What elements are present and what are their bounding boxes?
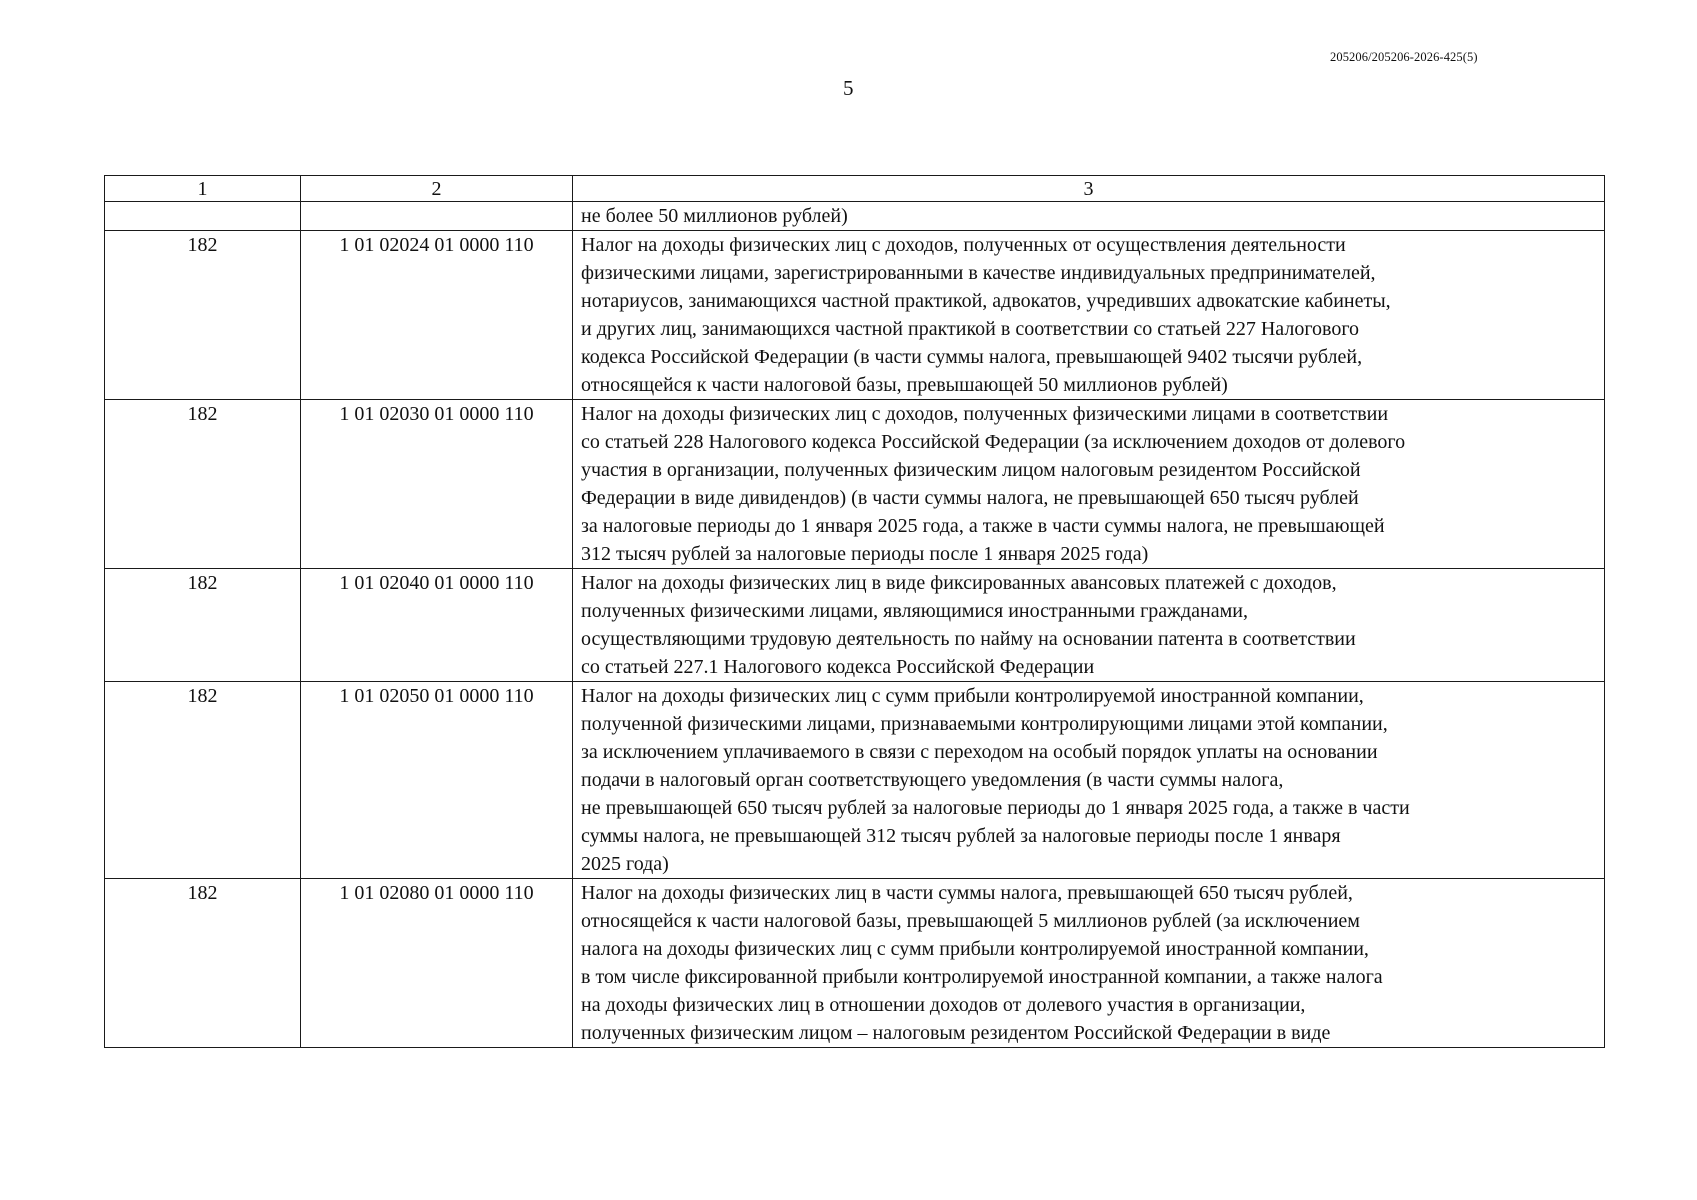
description-line: кодекса Российской Федерации (в части суммы налога, превышающей 9402 тысячи рублей, xyxy=(581,346,1363,368)
description-line: полученной физическими лицами, признаваемыми контролирующими лицами этой компании, xyxy=(581,713,1388,735)
description-line: и других лиц, занимающихся частной практикой в соответствии со статьей 227 Налогового xyxy=(581,318,1360,340)
description-cell xyxy=(573,400,1605,569)
table-row xyxy=(105,682,1605,879)
description-line: Налог на доходы физических лиц в части суммы налога, превышающей 650 тысяч рублей, xyxy=(581,882,1353,904)
description-line: не более 50 миллионов рублей) xyxy=(581,205,848,227)
admin-code-cell: 182 xyxy=(105,879,301,1048)
kbk-code-cell: 1 01 02030 01 0000 110 xyxy=(301,400,573,569)
table-row xyxy=(105,202,1605,231)
description-cell xyxy=(573,569,1605,682)
description-line: со статьей 227.1 Налогового кодекса Российской Федерации xyxy=(581,656,1095,678)
header-col-2: 2 xyxy=(301,176,573,202)
description-line: за исключением уплачиваемого в связи с переходом на особый порядок уплаты на основании xyxy=(581,741,1378,763)
description-line: со статьей 228 Налогового кодекса Российской Федерации (за исключением доходов от долевого xyxy=(581,431,1406,453)
description-line: участия в организации, полученных физическим лицом налоговым резидентом Российской xyxy=(581,459,1361,481)
description-line: в том числе фиксированной прибыли контролируемой иностранной компании, а также налога xyxy=(581,966,1383,988)
header-col-3: 3 xyxy=(573,176,1605,202)
description-line: относящейся к части налоговой базы, превышающей 5 миллионов рублей (за исключением xyxy=(581,910,1360,932)
description-line: полученных физическими лицами, являющимися иностранными гражданами, xyxy=(581,600,1248,622)
admin-code-cell xyxy=(105,202,301,231)
kbk-code-cell: 1 01 02050 01 0000 110 xyxy=(301,682,573,879)
description-line: Налог на доходы физических лиц в виде фиксированных авансовых платежей с доходов, xyxy=(581,572,1337,594)
table-row xyxy=(105,231,1605,400)
description-line: Федерации в виде дивидендов) (в части суммы налога, не превышающей 650 тысяч рублей xyxy=(581,487,1359,509)
description-line: полученных физическим лицом – налоговым резидентом Российской Федерации в виде xyxy=(581,1022,1331,1044)
description-line: на доходы физических лиц в отношении доходов от долевого участия в организации, xyxy=(581,994,1306,1016)
description-line: относящейся к части налоговой базы, превышающей 50 миллионов рублей) xyxy=(581,374,1228,396)
budget-classification-table xyxy=(104,175,1605,1048)
description-line: 312 тысяч рублей за налоговые периоды после 1 января 2025 года) xyxy=(581,543,1149,565)
kbk-code-cell: 1 01 02024 01 0000 110 xyxy=(301,231,573,400)
table-row xyxy=(105,569,1605,682)
description-line: подачи в налоговый орган соответствующего уведомления (в части суммы налога, xyxy=(581,769,1284,791)
admin-code-cell: 182 xyxy=(105,569,301,682)
admin-code-cell: 182 xyxy=(105,682,301,879)
table-row xyxy=(105,879,1605,1048)
header-col-1: 1 xyxy=(105,176,301,202)
description-line: 2025 года) xyxy=(581,853,669,875)
description-line: физическими лицами, зарегистрированными в качестве индивидуальных предпринимателей, xyxy=(581,262,1376,284)
table-row xyxy=(105,400,1605,569)
description-cell xyxy=(573,879,1605,1048)
description-cell xyxy=(573,231,1605,400)
description-line: Налог на доходы физических лиц с доходов, полученных от осуществления деятельности xyxy=(581,234,1346,256)
admin-code-cell: 182 xyxy=(105,400,301,569)
page-number: 5 xyxy=(843,76,854,100)
table-header-row xyxy=(105,176,1605,202)
kbk-code-cell: 1 01 02080 01 0000 110 xyxy=(301,879,573,1048)
description-line: налога на доходы физических лиц с сумм прибыли контролируемой иностранной компании, xyxy=(581,938,1369,960)
description-cell xyxy=(573,202,1605,231)
description-line: суммы налога, не превышающей 312 тысяч рублей за налоговые периоды после 1 января xyxy=(581,825,1341,847)
admin-code-cell: 182 xyxy=(105,231,301,400)
description-cell xyxy=(573,682,1605,879)
document-id: 205206/205206-2026-425(5) xyxy=(1330,50,1478,64)
description-line: Налог на доходы физических лиц с доходов, полученных физическими лицами в соответствии xyxy=(581,403,1389,425)
description-line: нотариусов, занимающихся частной практикой, адвокатов, учредивших адвокатские кабинеты, xyxy=(581,290,1391,312)
description-line: за налоговые периоды до 1 января 2025 года, а также в части суммы налога, не превышающей xyxy=(581,515,1385,537)
description-line: Налог на доходы физических лиц с сумм прибыли контролируемой иностранной компании, xyxy=(581,685,1364,707)
kbk-code-cell xyxy=(301,202,573,231)
description-line: не превышающей 650 тысяч рублей за налоговые периоды до 1 января 2025 года, а также в части xyxy=(581,797,1410,819)
kbk-code-cell: 1 01 02040 01 0000 110 xyxy=(301,569,573,682)
description-line: осуществляющими трудовую деятельность по найму на основании патента в соответствии xyxy=(581,628,1356,650)
